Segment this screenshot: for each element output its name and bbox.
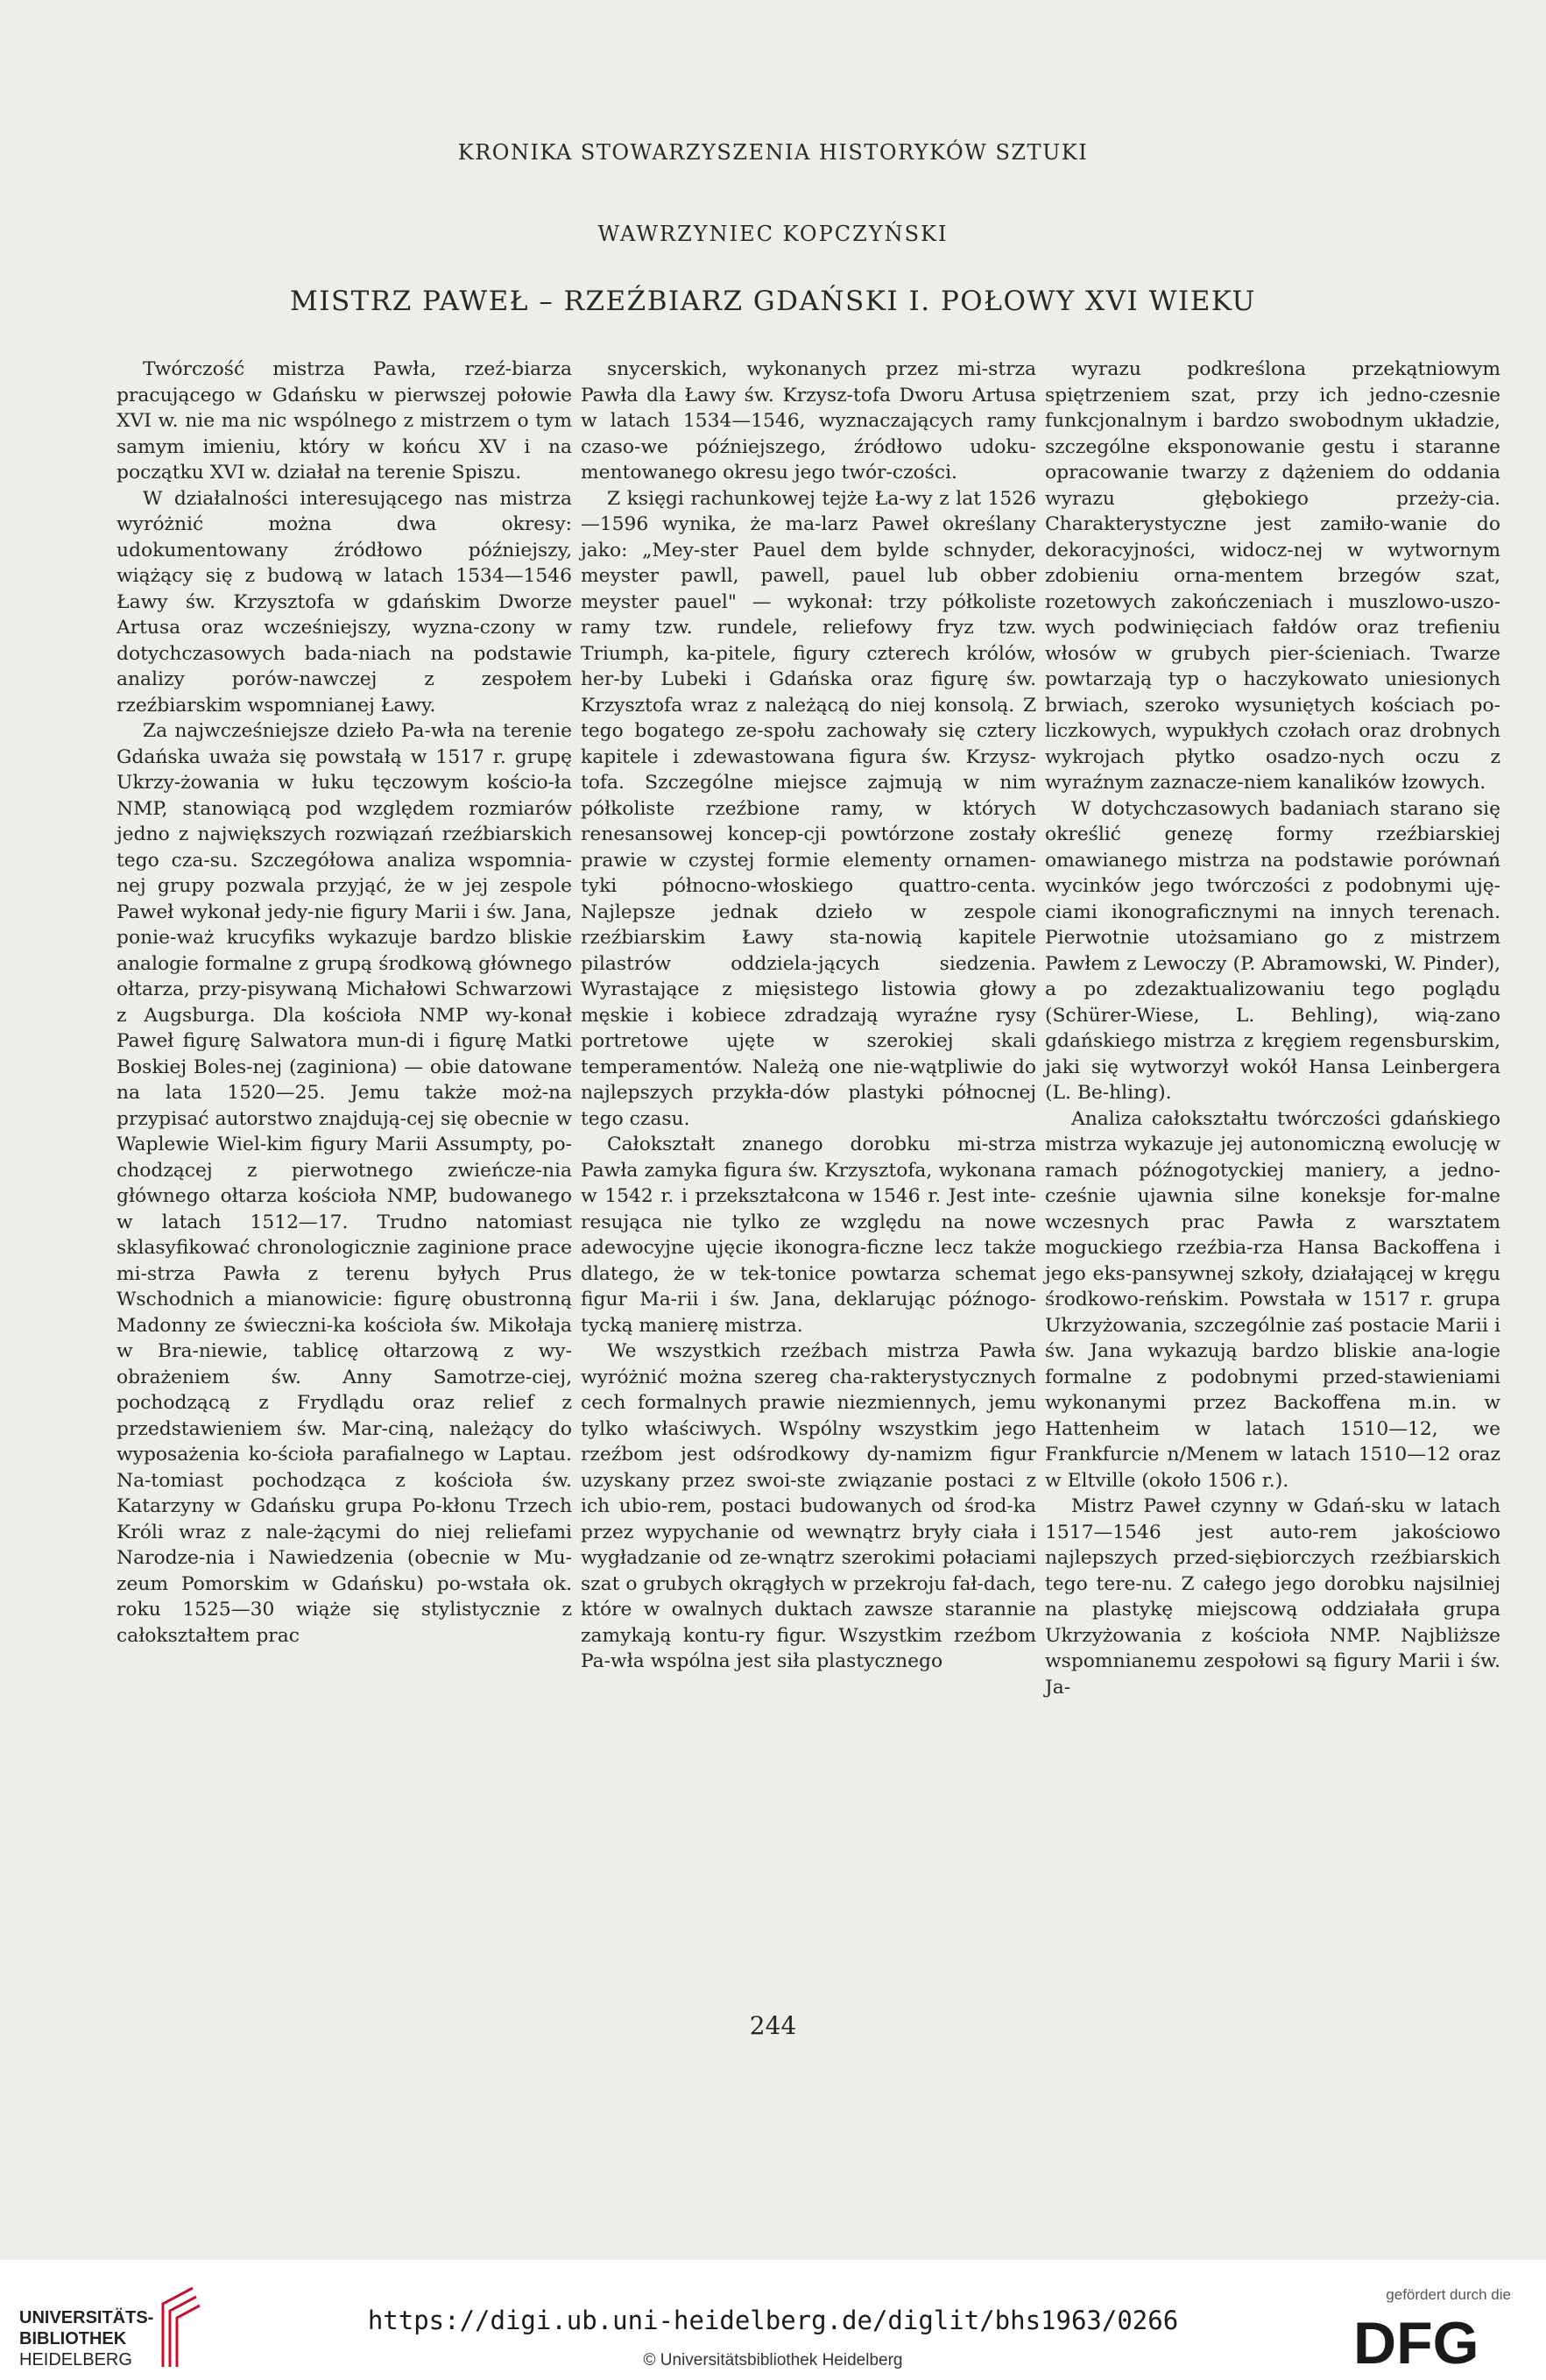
paragraph: W dotychczasowych badaniach starano się określić genezę formy rzeźbiarskiej omawianego mistrza na podstawie porównań wycinków jego twórczości z podobnymi uję-ciami ikonograficznymi na innych terenach. Pierwotnie utożsamiano go z mistrzem Pawłem z Lewoczy (P. Abramowski, W. Pinder), a po zdezaktualizowaniu tego poglądu (Schürer-Wiese, L. Behling), wią-zano gdańskiego mistrza z kręgiem regensburskim, jaki się wytworzył wokół Hansa Leinbergera (L. Be-hling). xyxy=(1045,797,1500,1104)
paragraph: Całokształt znanego dorobku mi-strza Pawła zamyka figura św. Krzysztofa, wykonana w 1542 r. i przekształcona w 1546 r. Jest inte-resująca nie tylko ze względu na nowe adewocyjne ujęcie ikonogra-ficzne lecz także dlatego, że w tek-tonice powtarza schemat figur Ma-rii i św. Jana, deklarując późnogo-tycką manierę mistrza. xyxy=(581,1134,1036,1337)
viewer-footer xyxy=(0,2260,1546,2380)
text-column-3 xyxy=(1045,357,1500,1700)
article-title: MISTRZ PAWEŁ – RZEŹBIARZ GDAŃSKI I. POŁOWY XVI WIEKU xyxy=(289,286,1257,317)
library-name-line-2: BIBLIOTHEK xyxy=(19,2329,127,2348)
journal-header: KRONIKA STOWARZYSZENIA HISTORYKÓW SZTUKI xyxy=(457,140,1089,165)
dfg-logo-icon[interactable] xyxy=(1353,2311,1520,2372)
funding-note: gefördert durch die xyxy=(1386,2286,1511,2303)
paragraph: Twórczość mistrza Pawła, rzeź-biarza pracującego w Gdańsku w pierwszej połowie XVI w. nie ma nic wspólnego z mistrzem o tym samym imieniu, który w końcu XV i na początku XVI w. działał na terenie Spiszu. xyxy=(116,358,572,484)
paragraph: Analiza całokształtu twórczości gdańskiego mistrza wykazuje jej autonomiczną ewolucję w ramach późnogotyckiej maniery, a jedno-cześnie ujawnia silne koneksje for-malne wczesnych prac Pawła z warsztatem moguckiego rzeźbia-rza Hansa Backoffena i jego eks-pansywnej szkoły, działającej w kręgu środkowo-reńskim. Powstała w 1517 r. grupa Ukrzyżowania, szczególnie zaś postacie Marii i św. Jana wykazują bardzo bliskie ana-logie formalne z podobnymi przed-stawieniami wykonanymi przez Backoffena m.in. w Hattenheim w latach 1510—12, we Frankfurcie n/Menem w latach 1510—12 oraz w Eltville (około 1506 r.). xyxy=(1045,1107,1500,1492)
paragraph: We wszystkich rzeźbach mistrza Pawła wyróżnić można szereg cha-rakterystycznych cech formalnych prawie niezmiennych, jemu tylko właściwych. Wspólny wszystkim jego rzeźbom jest odśrodkowy dy-namizm figur uzyskany przez swoi-ste związanie postaci z ich ubio-rem, postaci budowanych od środ-ka przez wypychanie od wewnątrz bryły ciała i wygładzanie od ze-wnątrz szerokimi połaciami szat o grubych okrągłych w przekroju fał-dach, które w owalnych duktach zawsze starannie zamykają kontu-ry figur. Wszystkim rzeźbom Pa-wła wspólna jest siła plastycznego xyxy=(581,1340,1036,1672)
document-url-link[interactable]: https://digi.ub.uni-heidelberg.de/diglit/bhs1963/0266 xyxy=(367,2306,1179,2335)
text-column-1 xyxy=(116,357,572,1649)
paragraph: W działalności interesującego nas mistrza wyróżnić można dwa okresy: udokumentowany źródłowo późniejszy, wiążący się z budową w latach 1534—1546 Ławy św. Krzysztofa w gdańskim Dworze Artusa oraz wcześniejszy, wyzna-czony w dotychczasowych bada-niach na podstawie analizy porów-nawczej z zespołem rzeźbiarskim wspomnianej Ławy. xyxy=(116,487,572,717)
article-author: WAWRZYNIEC KOPCZYŃSKI xyxy=(597,222,949,246)
library-name-line-3: HEIDELBERG xyxy=(19,2350,132,2369)
library-name-line-1: UNIVERSITÄTS- xyxy=(19,2308,154,2327)
text-column-2 xyxy=(581,357,1036,1675)
paragraph: Z księgi rachunkowej tejże Ła-wy z lat 1526—1596 wynika, że ma-larz Paweł określany jako: „Mey-ster Pauel dem bylde schnyder, meyster pawll, pawell, pauel lub obber meyster pauel" — wykonał: trzy półkoliste ramy tzw. rundele, reliefowy fryz tzw. Triumph, ka-pitele, figury czterech królów, her-by Lubeki i Gdańska oraz figurę św. Krzysztofa wraz z należącą do niej konsolą. Z tego bogatego ze-społu zachowały się cztery kapitele i zdewastowana figura św. Krzysz-tofa. Szczególne miejsce zajmują w nim półkoliste rzeźbione ramy, w których renesansowej koncep-cji powtórzone zostały prawie w czystej formie elementy ornamen-tyki północno-włoskiego quattro-centa. Najlepsze jednak dzieło w zespole rzeźbiarskim Ławy sta-nowią kapitele pilastrów oddziela-jących siedzenia. Wyrastające z mięsistego listowia głowy męskie i kobiece zdradzają wyraźne rysy portretowe ujęte w szerokiej skali temperamentów. Należą one nie-wątpliwie do najlepszych przykła-dów plastyki północnej tego czasu. xyxy=(581,487,1036,1130)
paragraph: Za najwcześniejsze dzieło Pa-wła na terenie Gdańska uważa się powstałą w 1517 r. grupę Ukrzy-żowania w łuku tęczowym kościo-ła NMP, stanowiącą pod względem rozmiarów jedno z największych rozwiązań rzeźbiarskich tego cza-su. Szczegółowa analiza wspomnia-nej grupy pozwala przyjąć, że w jej zespole Paweł wykonał jedy-nie figury Marii i św. Jana, ponie-waż krucyfiks wykazuje bardzo bliskie analogie formalne z grupą środkową głównego ołtarza, przy-pisywaną Michałowi Schwarzowi z Augsburga. Dla kościoła NMP wy-konał Paweł figurę Salwatora mun-di i figurę Matki Boskiej Boles-nej (zaginiona) — obie datowane na lata 1520—25. Jemu także moż-na przypisać autorstwo znajdują-cej się obecnie w Waplewie Wiel-kim figury Marii Assumpty, po-chodzącej z pierwotnego zwieńcze-nia głównego ołtarza kościoła NMP, budowanego w latach 1512—17. Trudno natomiast sklasyfikować chronologicznie zaginione prace mi-strza Pawła z terenu byłych Prus Wschodnich a mianowicie: figurę obustronną Madonny ze świeczni-ka kościoła św. Mikołaja w Bra-niewie, tablicę ołtarzową z wy-obrażeniem św. Anny Samotrze-ciej, pochodzącą z Frydlądu oraz relief z przedstawieniem św. Mar-ciną, należący do wyposażenia ko-ścioła parafialnego w Laptau. Na-tomiast pochodząca z kościoła św. Katarzyny w Gdańsku grupa Po-kłonu Trzech Króli wraz z nale-żącymi do niej reliefami Narodze-nia i Nawiedzenia (obecnie w Mu-zeum Pomorskim w Gdańsku) po-wstała ok. roku 1525—30 wiąże się stylistycznie z całokształtem prac xyxy=(116,720,572,1647)
paragraph: snycerskich, wykonanych przez mi-strza Pawła dla Ławy św. Krzysz-tofa Dworu Artusa w latach 1534—1546, wyznaczających ramy czaso-we późniejszego, źródłowo udoku-mentowanego okresu jego twór-czości. xyxy=(581,358,1036,484)
paragraph: wyrazu podkreślona przekątniowym spiętrzeniem szat, przy ich jedno-czesnie funkcjonalnym i bardzo swobodnym układzie, szczególne eksponowanie gestu i staranne opracowanie twarzy z dążeniem do oddania wyrazu głębokiego przeży-cia. Charakterystyczne jest zamiło-wanie do dekoracyjności, widocz-nej w wytwornym zdobieniu orna-mentem brzegów szat, rozetowych zakończeniach i muszlowo-uszo-wych podwinięciach fałdów oraz trefieniu włosów w grubych pier-ścieniach. Twarze powtarzają typ o haczykowato uniesionych brwiach, szeroko wysuniętych kościach po-liczkowych, wypukłych czołach oraz drobnych wykrojach płytko osadzo-nych oczu z wyraźnym zaznacze-niem kanalików łzowych. xyxy=(1045,358,1500,794)
page-number: 244 xyxy=(749,2011,797,2040)
dfg-logo-text: DFG xyxy=(1353,2311,1479,2372)
copyright-notice: © Universitätsbibliothek Heidelberg xyxy=(643,2351,903,2369)
paragraph: Mistrz Paweł czynny w Gdań-sku w latach 1517—1546 jest auto-rem jakościowo najlepszych przed-siębiorczych rzeźbiarskich tego tere-nu. Z całego jego dorobku najsilniej na plastykę miejscową oddziałała grupa Ukrzyżowania z kościoła NMP. Najbliższe wspomnianemu zespołowi są figury Marii i św. Ja- xyxy=(1045,1495,1500,1698)
